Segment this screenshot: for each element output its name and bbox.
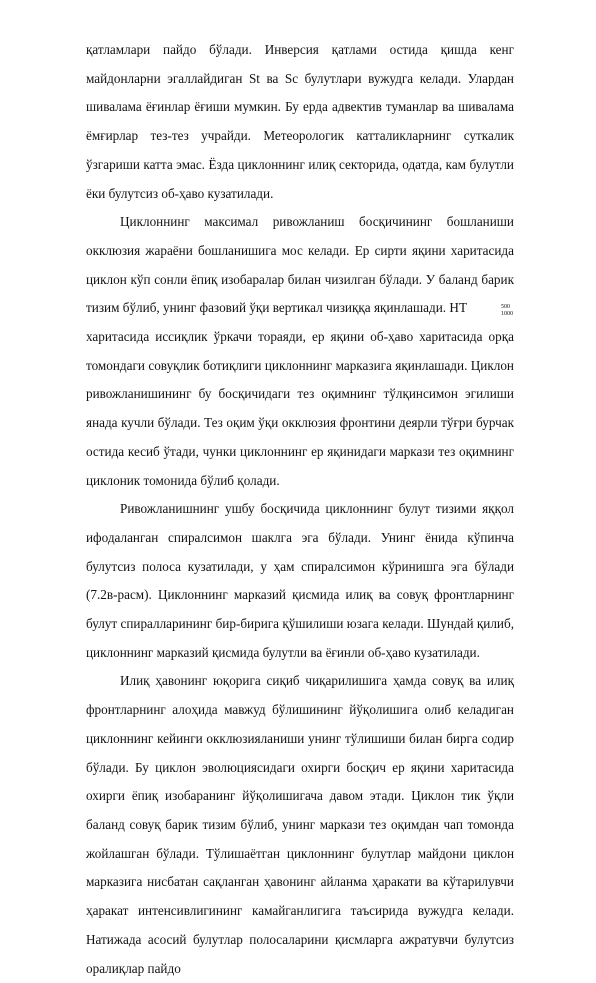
paragraph-4: Илиқ ҳавонинг юқорига сиқиб чиқарилишига ҳамда совуқ ва илиқ фронтларнинг алоҳида мавжуд бўлишининг йўқолишига олиб келадиган циклоннинг кейинги окклюзияланиши унинг тўлишиши билан бирга содир бўлади. Бу циклон эволюциясидаги охирги босқич ер яқини харитасида охирги ёпиқ изобаранинг йўқолишигача давом этади. Циклон тик ўқли баланд совуқ барик тизим бўлиб, унинг маркази тез оқимдан чап томонда жойлашган бўлади. Тўлишаётган циклоннинг булутлар майдони циклон марказига нисбатан сақланган ҳавонинг айланма ҳаракати ва кўтарилувчи ҳаракат интенсивлигининг камайганлигига таъсирида вужудга келади. Натижада асосий булутлар полосаларини қисмларга ажратувчи булутсиз оралиқлар пайдо <box>86 673 514 976</box>
paragraph-2-text-before: Циклоннинг максимал ривожланиш босқичининг бошланиши окклюзия жараёни бошланишига мос келади. Ер сирти яқини харитасида циклон кўп сонли ёпиқ изобаралар билан чизилган бўлади. У баланд барик тизим бўлиб, унинг фазовий ўқи вертикал чизиққа яқинлашади. <box>86 214 514 316</box>
ht-fraction-bottom: 1000 <box>501 311 514 318</box>
ht-symbol: НТ <box>449 300 468 316</box>
paragraph-2-text-after: харитасида иссиқлик ўркачи тораяди, ер яқини об-ҳаво харитасида орқа томондаги совуқлик ботиқлиги циклоннинг марказига яқинлашади. Циклон ривожланишининг бу босқичидаги тез оқимнинг тўлқинсимон эгилиши янада кучли бўлади. Тез оқим ўқи окклюзия фронтини деярли тўғри бурчак остида кесиб ўтади, чунки циклоннинг ер яқинидаги маркази тез оқимнинг циклоник томонида бўлиб қолади. <box>86 329 514 488</box>
paragraph-3: Ривожланишнинг ушбу босқичида циклоннинг булут тизими яққол ифодаланган спиралсимон шаклга эга бўлади. Унинг ёнида кўпинча булутсиз полоса кузатилади, у ҳам спиралсимон кўринишга эга бўлади (7.2в-расм). Циклоннинг марказий қисмида илиқ ва совуқ фронтларнинг булут спиралларининг бир-бирига қўшилиши юзага келади. Шундай қилиб, циклоннинг марказий қисмида булутли ва ёғинли об-ҳаво кузатилади. <box>86 501 514 660</box>
paragraph-2 <box>86 208 514 495</box>
document-page <box>86 36 514 983</box>
paragraph-1: қатламлари пайдо бўлади. Инверсия қатлами остида қишда кенг майдонларни эгаллайдиган St ва Sc булутлари вужудга келади. Улардан шивалама ёғинлар ёғиши мумкин. Бу ерда адвектив туманлар ва шивалама ёмғирлар тез-тез учрайди. Метеорологик катталикларнинг суткалик ўзгариши катта эмас. Ёзда циклоннинг илиқ секторида, одатда, кам булутли ёки булутсиз об-ҳаво кузатилади. <box>86 42 514 201</box>
ht-fraction-top: 500 <box>501 304 511 311</box>
ht-fraction <box>467 304 513 318</box>
